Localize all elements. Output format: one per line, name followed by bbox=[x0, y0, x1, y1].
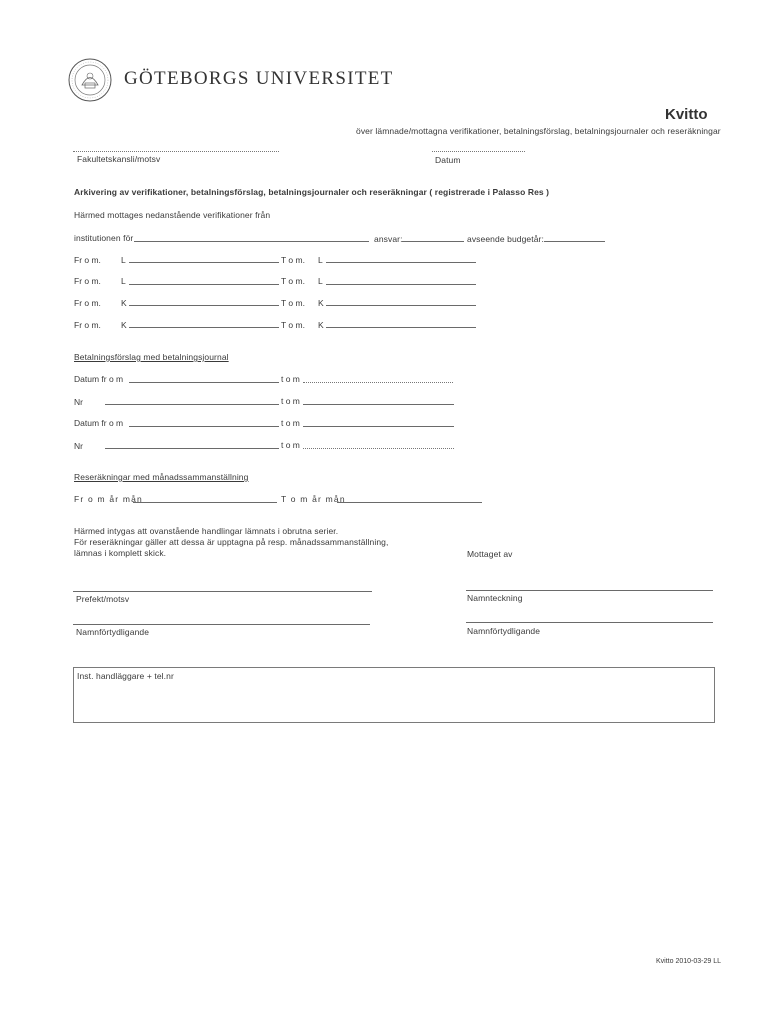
document-subtitle: över lämnade/mottagna verifikationer, betalningsförslag, betalningsjournaler och reseräkningar bbox=[356, 126, 721, 136]
budget-year-field[interactable] bbox=[544, 241, 605, 242]
tom-year-month-field[interactable] bbox=[337, 502, 482, 503]
datum-from-label: Datum fr o m bbox=[74, 374, 124, 384]
name-clarification-right-label: Namnförtydligande bbox=[467, 626, 541, 636]
date-label: Datum bbox=[435, 155, 461, 165]
name-clarification-right-line[interactable] bbox=[466, 622, 713, 623]
nr-from-field[interactable] bbox=[105, 448, 279, 449]
ansvar-field[interactable] bbox=[402, 241, 464, 242]
tom-prefix: L bbox=[318, 276, 323, 286]
tom-prefix: L bbox=[318, 255, 323, 265]
tom-label: t o m bbox=[281, 396, 300, 406]
datum-from-label: Datum fr o m bbox=[74, 418, 124, 428]
institution-field[interactable] bbox=[134, 241, 369, 242]
handler-contact-box[interactable] bbox=[73, 667, 715, 723]
from-field[interactable] bbox=[129, 327, 279, 328]
payment-proposals-heading: Betalningsförslag med betalningsjournal bbox=[74, 352, 229, 362]
from-prefix: K bbox=[121, 320, 127, 330]
faculty-label: Fakultetskansli/motsv bbox=[77, 154, 161, 164]
university-seal-icon bbox=[68, 58, 112, 102]
institution-label: institutionen för bbox=[74, 233, 134, 243]
prefekt-label: Prefekt/motsv bbox=[76, 594, 130, 604]
name-clarification-left-line[interactable] bbox=[73, 624, 370, 625]
tom-label: T o m. bbox=[281, 276, 305, 286]
tom-label: t o m bbox=[281, 374, 300, 384]
datum-tom-field[interactable] bbox=[303, 382, 453, 383]
namnteckning-label: Namnteckning bbox=[467, 593, 523, 603]
from-year-month-field[interactable] bbox=[133, 502, 277, 503]
datum-from-field[interactable] bbox=[129, 426, 279, 427]
tom-field[interactable] bbox=[326, 262, 476, 263]
name-clarification-left-label: Namnförtydligande bbox=[76, 627, 150, 637]
prefekt-signature-line[interactable] bbox=[73, 591, 372, 592]
from-field[interactable] bbox=[129, 284, 279, 285]
from-label: Fr o m. bbox=[74, 255, 101, 265]
tom-label: T o m. bbox=[281, 255, 305, 265]
nr-tom-field[interactable] bbox=[303, 448, 454, 449]
from-field[interactable] bbox=[129, 305, 279, 306]
tom-field[interactable] bbox=[326, 305, 476, 306]
from-label: Fr o m. bbox=[74, 276, 101, 286]
university-name: GÖTEBORGS UNIVERSITET bbox=[124, 68, 394, 89]
nr-label: Nr bbox=[74, 441, 83, 451]
tom-label: T o m. bbox=[281, 320, 305, 330]
certification-line-3: lämnas i komplett skick. bbox=[74, 548, 167, 558]
datum-from-field[interactable] bbox=[129, 382, 279, 383]
from-prefix: L bbox=[121, 255, 126, 265]
tom-field[interactable] bbox=[326, 327, 476, 328]
tom-field[interactable] bbox=[326, 284, 476, 285]
date-field-line[interactable] bbox=[432, 151, 525, 152]
from-field[interactable] bbox=[129, 262, 279, 263]
nr-from-field[interactable] bbox=[105, 404, 279, 405]
from-label: Fr o m. bbox=[74, 320, 101, 330]
received-intro: Härmed mottages nedanstående verifikationer från bbox=[74, 210, 271, 220]
from-prefix: L bbox=[121, 276, 126, 286]
tom-label: t o m bbox=[281, 440, 300, 450]
archiving-heading: Arkivering av verifikationer, betalningsförslag, betalningsjournaler och reseräkningar ( registrerade i Palasso Res ) bbox=[74, 187, 550, 197]
tom-prefix: K bbox=[318, 298, 324, 308]
datum-tom-field[interactable] bbox=[303, 426, 454, 427]
tom-year-month-label: T o m år mån bbox=[281, 494, 346, 504]
from-prefix: K bbox=[121, 298, 127, 308]
signature-line[interactable] bbox=[466, 590, 713, 591]
handler-contact-label: Inst. handläggare + tel.nr bbox=[77, 671, 174, 681]
from-label: Fr o m. bbox=[74, 298, 101, 308]
travel-expenses-heading: Reseräkningar med månadssammanställning bbox=[74, 472, 249, 482]
faculty-field-line[interactable] bbox=[73, 151, 279, 152]
tom-label: T o m. bbox=[281, 298, 305, 308]
certification-line-2: För reseräkningar gäller att dessa är upptagna på resp. månadssammanställning, bbox=[74, 537, 389, 547]
document-title: Kvitto bbox=[665, 106, 708, 123]
from-year-month-label: Fr o m år mån bbox=[74, 494, 143, 504]
tom-label: t o m bbox=[281, 418, 300, 428]
budget-year-label: avseende budgetår: bbox=[467, 234, 544, 244]
nr-tom-field[interactable] bbox=[303, 404, 454, 405]
nr-label: Nr bbox=[74, 397, 83, 407]
certification-line-1: Härmed intygas att ovanstående handlingar lämnats i obrutna serier. bbox=[74, 526, 339, 536]
tom-prefix: K bbox=[318, 320, 324, 330]
ansvar-label: ansvar: bbox=[374, 234, 403, 244]
form-code: Kvitto 2010-03-29 LL bbox=[656, 958, 721, 965]
received-by-label: Mottaget av bbox=[467, 549, 513, 559]
